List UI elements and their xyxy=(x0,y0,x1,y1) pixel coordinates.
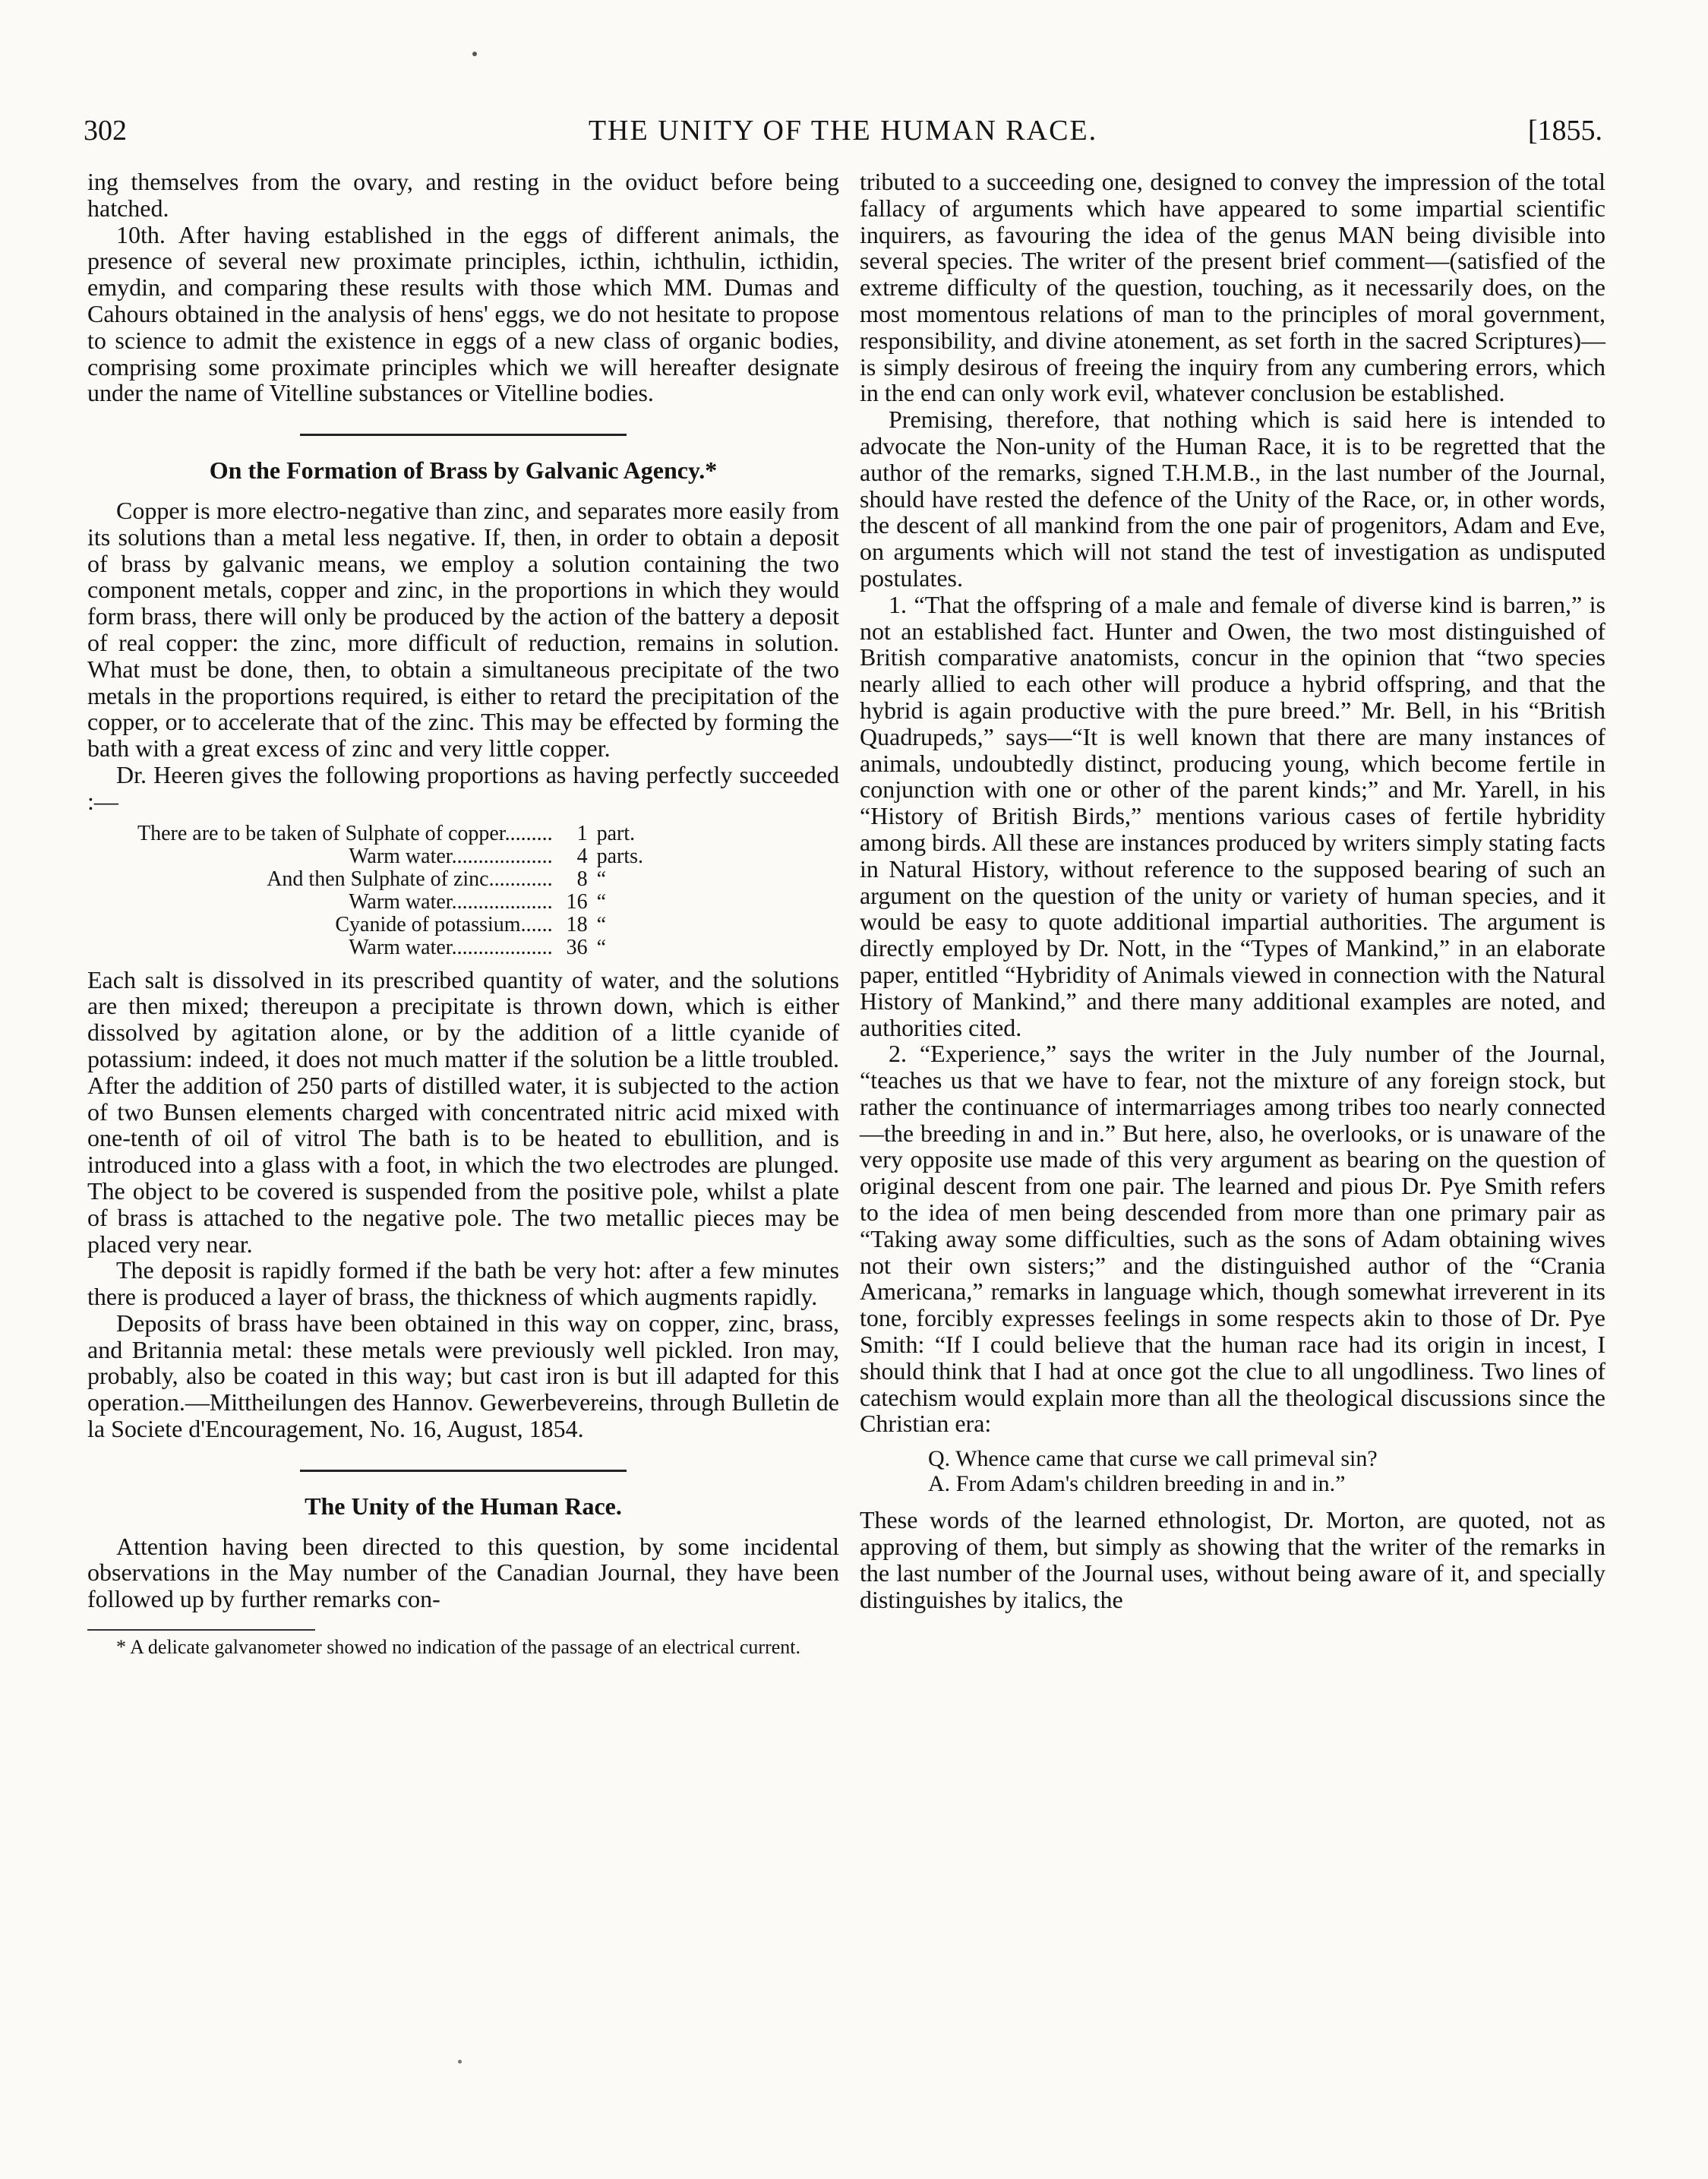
recipe-label: Warm water................... xyxy=(349,844,553,868)
recipe-row xyxy=(133,914,648,936)
section-rule xyxy=(300,1470,627,1472)
footnote: * A delicate galvanometer showed no indication of the passage of an electrical current. xyxy=(116,1636,800,1659)
recipe-row xyxy=(133,868,648,891)
paragraph: Copper is more electro-negative than zinc, and separates more easily from its solutions than a metal less negative. If, then, in order to obtain a deposit of brass by galvanic means, we employ a solution containing the two component metals, copper and zinc, in the proportions in which they would form brass, there will only be produced by the action of the battery a deposit of real copper: the zinc, more difficult of reduction, remains in solution. What must be done, then, to obtain a simultaneous precipitate of the two metals in the proportions required, is either to retard the precipitation of the copper, or to accelerate that of the zinc. This may be effected by forming the bath with a great excess of zinc and very little copper. xyxy=(87,496,839,763)
speck-mark xyxy=(472,52,477,56)
paragraph: ing themselves from the ovary, and resting in the oviduct before being hatched. xyxy=(87,168,839,222)
section-rule xyxy=(300,434,627,436)
recipe-table xyxy=(133,823,648,959)
recipe-qty: 18 xyxy=(566,912,588,936)
verse-answer: A. From Adam's children breeding in and in.” xyxy=(928,1471,1346,1497)
recipe-label: Warm water................... xyxy=(349,935,553,959)
recipe-unit: parts. xyxy=(596,844,644,868)
paragraph: These words of the learned ethnologist, Dr. Morton, are quoted, not as approving of them, but simply as showing that the writer of the remarks in the last number of the Journal uses, without being aware of it, and specially distinguishes by italics, the xyxy=(860,1506,1605,1613)
right-column xyxy=(860,169,1605,1612)
running-title: THE UNITY OF THE HUMAN RACE. xyxy=(588,115,1098,147)
recipe-unit: “ xyxy=(596,889,607,914)
recipe-label: There are to be taken of Sulphate of copper......... xyxy=(137,821,553,845)
section-title-unity: The Unity of the Human Race. xyxy=(305,1492,622,1520)
paragraph: The deposit is rapidly formed if the bath be very hot: after a few minutes there is produced a layer of brass, the thickness of which augments rapidly. xyxy=(87,1256,839,1311)
recipe-unit: “ xyxy=(596,935,607,959)
paragraph: Deposits of brass have been obtained in this way on copper, zinc, brass, and Britannia metal: these metals were previously well pickled. Iron may, probably, also be coated in this way; but cast iron is but ill adapted for this operation.—Mittheilungen des Hannov. Gewerbevereins, through Bulletin de la Societe d'Encouragement, No. 16, August, 1854. xyxy=(87,1309,839,1443)
left-column xyxy=(87,169,839,1658)
footnote-rule xyxy=(87,1629,315,1631)
section-title-brass: On the Formation of Brass by Galvanic Agency.* xyxy=(209,456,718,485)
paragraph: 1. “That the offspring of a male and female of diverse kind is barren,” is not an established fact. Hunter and Owen, the two most distinguished of British comparative anatomists, concur in the opinion that “two species nearly allied to each other will produce a hybrid offspring, and that the hybrid is again productive with the pure breed.” Mr. Bell, in his “British Quadrupeds,” says—“It is well known that there are many instances of animals, undoubtedly distinct, producing young, which become fertile in conjunction with one or other of the parent kinds;” and Mr. Yarell, in his “History of British Birds,” mentions various cases of fertile hybridity among birds. All these are instances produced by writers simply stating facts in Natural History, without reference to the supposed bearing of such an argument on the question of the unity or variety of human species, and it would be easy to quote additional impartial authorities. The argument is directly employed by Dr. Nott, in the “Types of Mankind,” in an elaborate paper, entitled “Hybridity of Animals viewed in connection with the Natural History of Mankind,” and there many additional examples are noted, and authorities cited. xyxy=(860,590,1605,1041)
paragraph: Premising, therefore, that nothing which is said here is intended to advocate the Non-unity of the Human Race, it is to be regretted that the author of the remarks, signed T.H.M.B., in the last number of the Journal, should have rested the defence of the Unity of the Race, or, in other words, the descent of all mankind from the one pair of progenitors, Adam and Eve, on arguments which will not stand the test of investigation as undisputed postulates. xyxy=(860,406,1605,592)
recipe-row xyxy=(133,823,648,845)
recipe-row xyxy=(133,845,648,868)
speck-mark xyxy=(458,2060,462,2064)
recipe-qty: 8 xyxy=(576,867,588,891)
recipe-label: And then Sulphate of zinc............ xyxy=(267,867,553,891)
recipe-qty: 36 xyxy=(566,935,588,959)
paragraph: Attention having been directed to this question, by some incidental observations in the May number of the Canadian Journal, they have been followed up by further remarks con- xyxy=(87,1532,839,1613)
running-header xyxy=(84,114,1602,159)
paragraph: 2. “Experience,” says the writer in the July number of the Journal, “teaches us that we have to fear, not the mixture of any foreign stock, but rather the continuance of intermarriages among tribes too nearly connected—the breeding in and in.” But here, also, he overlooks, or is unaware of the very opposite use made of this very argument as bearing on the question of original descent from one pair. The learned and pious Dr. Pye Smith refers to the idea of men being descended from more than one primary pair as “Taking away some difficulties, such as the sons of Adam obtaining wives not their own sisters;” and the distinguished author of the “Crania Americana,” remarks in language which, though somewhat irreverent in its tone, forcibly expresses feelings in some respects akin to those of Dr. Pye Smith: “If I could believe that the human race had its origin in incest, I should think that I had at once got the clue to all ungodliness. Two lines of catechism would explain more than all the theological discussions since the Christian era: xyxy=(860,1040,1605,1438)
recipe-unit: part. xyxy=(596,821,636,845)
year: [1855. xyxy=(1527,115,1602,147)
recipe-unit: “ xyxy=(596,867,607,891)
recipe-qty: 1 xyxy=(576,821,588,845)
page-number: 302 xyxy=(84,115,127,147)
recipe-label: Warm water................... xyxy=(349,889,553,914)
paragraph: tributed to a succeeding one, designed to convey the impression of the total fallacy of arguments which have appeared to some impartial scientific inquirers, as favouring the idea of the genus MAN being divisible into several species. The writer of the present brief comment—(satisfied of the extreme difficulty of the question, touching, as it necessarily does, on the most momentous relations of man to the principles of moral government, responsibility, and divine atonement, as set forth in the sacred Scriptures)—is simply desirous of freeing the inquiry from any cumbering errors, which in the end can only work evil, whatever conclusion be established. xyxy=(860,168,1605,407)
paragraph: Each salt is dissolved in its prescribed quantity of water, and the solutions are then mixed; thereupon a precipitate is thrown down, which is either dissolved by agitation alone, or by the addition of a little cyanide of potassium: indeed, it does not much matter if the solution be a little troubled. After the addition of 250 parts of distilled water, it is subjected to the action of two Bunsen elements charged with concentrated nitric acid mixed with one-tenth of oil of vitrol The bath is to be heated to ebullition, and is introduced into a glass with a foot, in which the two electrodes are plunged. The object to be covered is suspended from the positive pole, whilst a plate of brass is attached to the negative pole. The two metallic pieces may be placed very near. xyxy=(87,965,839,1258)
recipe-row xyxy=(133,891,648,914)
catechism-verse xyxy=(928,1446,1605,1496)
recipe-row xyxy=(133,936,648,959)
recipe-qty: 16 xyxy=(566,889,588,914)
paragraph: 10th. After having established in the eggs of different animals, the presence of several new proximate principles, icthin, ichthulin, icthidin, emydin, and comparing these results with those which MM. Dumas and Cahours obtained in the analysis of hens' eggs, we do not hesitate to propose to science to admit the existence in eggs of a new class of organic bodies, comprising some proximate principles which we will hereafter designate under the name of Vitelline substances or Vitelline bodies. xyxy=(87,220,839,407)
recipe-unit: “ xyxy=(596,912,607,936)
recipe-label: Cyanide of potassium...... xyxy=(335,912,553,936)
recipe-qty: 4 xyxy=(576,844,588,868)
paragraph: Dr. Heeren gives the following proportions as having perfectly succeeded :— xyxy=(87,760,839,815)
verse-question: Q. Whence came that curse we call primeval sin? xyxy=(928,1446,1378,1472)
